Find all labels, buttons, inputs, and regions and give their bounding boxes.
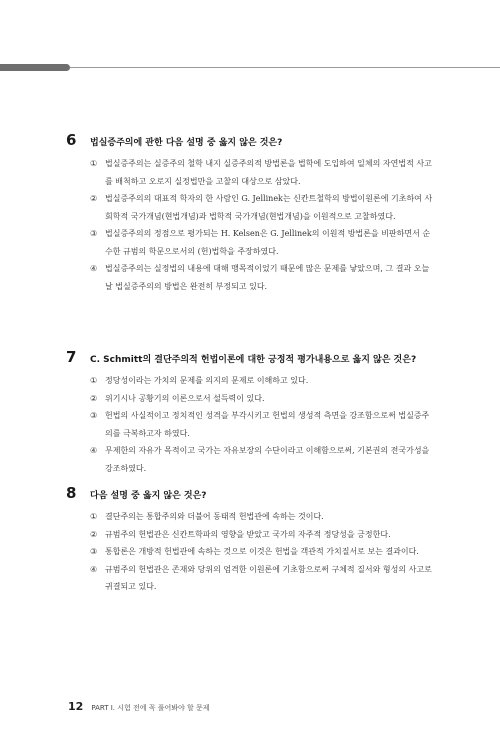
option-mark: ② xyxy=(90,529,98,539)
option-item xyxy=(90,442,436,477)
option-item xyxy=(90,190,436,225)
option-text: 위기시나 공황기의 이론으로서 설득력이 있다. xyxy=(105,393,265,403)
question-text: C. Schmitt의 결단주의적 헌법이론에 대한 긍정적 평가내용으로 옳지 않은 것은? xyxy=(90,355,417,365)
option-item xyxy=(90,260,436,295)
option-text: 결단주의는 통합주의와 더불어 동태적 헌법관에 속하는 것이다. xyxy=(105,512,324,521)
question-header xyxy=(66,131,436,149)
option-mark: ③ xyxy=(90,411,98,420)
question-text: 법실증주의에 관한 다음 설명 중 옳지 않은 것은? xyxy=(90,138,283,148)
option-text: 무제한의 자유가 목적이고 국가는 자유보장의 수단이라고 이해함으로써, 기본권의 전국가성을 강조하였다. xyxy=(105,446,430,473)
question-header xyxy=(66,348,436,366)
footer-section-title: PART Ⅰ. 시험 전에 꼭 풀어봐야 할 문제 xyxy=(91,704,210,712)
option-text: 통합론은 개방적 헌법관에 속하는 것으로 이것은 헌법을 객관적 가치질서로 보는 결과이다. xyxy=(105,547,419,556)
question-8 xyxy=(66,484,436,596)
option-list xyxy=(90,508,436,596)
option-item xyxy=(90,372,436,390)
option-text: 법실증주의의 대표적 학자의 한 사람인 G. Jellinek는 신칸트철학의 방법이원론에 기초하여 사회학적 국가개념(현법개념)과 법학적 국가개념(현법개념)을 이원적으로 고찰하였다. xyxy=(105,194,433,221)
option-text: 헌법의 사실적이고 정치적인 성격을 부각시키고 헌법의 생성적 측면을 강조함으로써 법실증주의를 극복하고자 하였다. xyxy=(105,411,430,438)
option-text: 규범주의 헌법관은 신칸트학파의 영향을 받았고 국가의 자주적 정당성을 긍정한다. xyxy=(105,529,391,539)
option-mark: ④ xyxy=(90,446,98,455)
option-mark: ② xyxy=(90,393,98,403)
option-item xyxy=(90,561,436,596)
question-number: 6 xyxy=(66,131,77,149)
option-mark: ③ xyxy=(90,547,98,556)
option-item xyxy=(90,543,436,561)
option-text: 법실증주의는 실증주의 철학 내지 실증주의적 방법론을 법학에 도입하여 일체의 자연법적 사고를 배척하고 오로지 실정법만을 고찰의 대상으로 삼았다. xyxy=(105,159,432,186)
option-text: 정당성이라는 가치의 문제를 의지의 문제로 이해하고 있다. xyxy=(105,376,309,385)
option-mark: ④ xyxy=(90,564,98,574)
option-text: 법실증주의는 실정법의 내용에 대해 맹목적이었기 때문에 많은 문제를 낳았으며, 그 결과 오늘날 법실증주의의 방법은 완전히 부정되고 있다. xyxy=(105,264,430,291)
question-header xyxy=(66,484,436,502)
header-rule xyxy=(70,67,500,68)
header-accent-bar xyxy=(0,64,70,71)
question-6 xyxy=(66,131,436,295)
option-text: 규범주의 헌법관은 존재와 당위의 엄격한 이원론에 기초함으로써 구체적 질서와 형성의 사고로 귀결되고 있다. xyxy=(105,564,432,591)
option-mark: ① xyxy=(90,159,98,168)
option-item xyxy=(90,407,436,442)
question-text: 다음 설명 중 옳지 않은 것은? xyxy=(90,491,207,501)
option-item xyxy=(90,526,436,544)
option-mark: ③ xyxy=(90,229,98,238)
option-mark: ① xyxy=(90,376,98,385)
page-footer xyxy=(68,700,210,713)
option-item xyxy=(90,508,436,526)
question-7 xyxy=(66,348,436,477)
page-number: 12 xyxy=(68,700,84,713)
option-list xyxy=(90,372,436,477)
question-number: 8 xyxy=(66,484,77,502)
option-item xyxy=(90,390,436,408)
option-text: 법실증주의의 정점으로 평가되는 H. Kelsen은 G. Jellinek의 이원적 방법론을 비판하면서 순수한 규범의 학문으로서의 (헌)법학을 주장하였다. xyxy=(105,229,431,256)
option-mark: ④ xyxy=(90,264,98,273)
option-mark: ① xyxy=(90,512,98,521)
option-mark: ② xyxy=(90,194,98,203)
option-item xyxy=(90,225,436,260)
option-item xyxy=(90,155,436,190)
option-list xyxy=(90,155,436,295)
question-number: 7 xyxy=(66,348,77,366)
